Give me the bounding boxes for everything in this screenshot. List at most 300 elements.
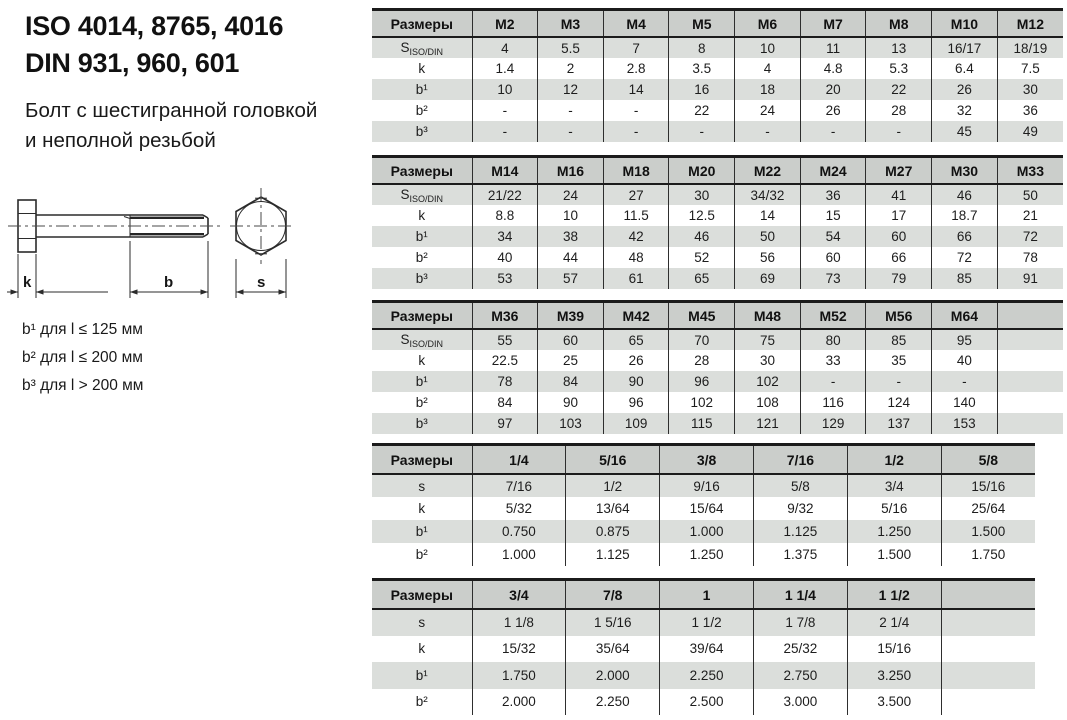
table-row <box>372 37 1063 58</box>
table-cell: 39/64 <box>660 636 754 663</box>
table-cell: 1 1/2 <box>660 609 754 636</box>
dimensions-table-4 <box>372 443 1035 566</box>
row-label <box>372 350 472 371</box>
table-cell <box>997 413 1063 434</box>
table-row <box>372 100 1063 121</box>
table-row <box>372 413 1063 434</box>
row-label-text: b³ <box>415 416 428 431</box>
column-header: M5 <box>669 10 735 38</box>
table-cell: 26 <box>932 79 998 100</box>
corner-header: Размеры <box>372 445 472 475</box>
table-cell: 16 <box>669 79 735 100</box>
row-label <box>372 662 472 689</box>
table-row <box>372 520 1035 543</box>
page-subtitle <box>25 96 317 156</box>
column-header: M14 <box>472 157 538 185</box>
table-cell: - <box>472 121 538 142</box>
row-label <box>372 543 472 566</box>
column-header: M12 <box>997 10 1063 38</box>
table-cell: 121 <box>735 413 801 434</box>
table-cell: 10 <box>735 37 801 58</box>
row-label-text: s <box>418 478 426 494</box>
table-cell: 55 <box>472 329 538 350</box>
table-cell: 102 <box>669 392 735 413</box>
table-cell: 75 <box>735 329 801 350</box>
table-cell: 14 <box>735 205 801 226</box>
table-cell: 2.000 <box>472 689 566 716</box>
row-label <box>372 474 472 497</box>
table-cell: 97 <box>472 413 538 434</box>
row-label-text: k <box>418 61 426 76</box>
table-cell: 1.4 <box>472 58 538 79</box>
table-cell: 85 <box>866 329 932 350</box>
table-cell: 2.250 <box>660 662 754 689</box>
table-cell: 25 <box>538 350 604 371</box>
table-cell: 103 <box>538 413 604 434</box>
table-cell: 4 <box>735 58 801 79</box>
table-row <box>372 371 1063 392</box>
table-cell: 42 <box>603 226 669 247</box>
row-label <box>372 497 472 520</box>
table-row <box>372 609 1035 636</box>
table-cell: 79 <box>866 268 932 289</box>
column-header: M27 <box>866 157 932 185</box>
table-cell: 85 <box>932 268 998 289</box>
table-cell: 66 <box>932 226 998 247</box>
table-cell: 78 <box>997 247 1063 268</box>
dimensions-table-3 <box>372 300 1063 434</box>
column-header: M64 <box>932 302 998 330</box>
row-label-text: k <box>418 208 426 223</box>
table-cell: 44 <box>538 247 604 268</box>
table-cell: 13 <box>866 37 932 58</box>
table-cell: 18/19 <box>997 37 1063 58</box>
column-header: M16 <box>538 157 604 185</box>
column-header: 1 1/4 <box>753 580 847 610</box>
table-cell: 11 <box>800 37 866 58</box>
table-row <box>372 636 1035 663</box>
column-header <box>997 302 1063 330</box>
table-cell: 5.5 <box>538 37 604 58</box>
table-cell: 35/64 <box>566 636 660 663</box>
table-cell: 5.3 <box>866 58 932 79</box>
table-cell: - <box>669 121 735 142</box>
table-cell: 2 <box>538 58 604 79</box>
table-cell: 7/16 <box>472 474 566 497</box>
table-cell: 33 <box>800 350 866 371</box>
row-label-text: b¹ <box>415 667 428 683</box>
table-cell: - <box>538 100 604 121</box>
column-header: 3/4 <box>472 580 566 610</box>
table-cell: 3.5 <box>669 58 735 79</box>
column-header: 1/2 <box>847 445 941 475</box>
table-cell: 9/16 <box>660 474 754 497</box>
column-header: M6 <box>735 10 801 38</box>
corner-header: Размеры <box>372 10 472 38</box>
footnote-b3: b³ для l > 200 мм <box>22 377 144 394</box>
table-cell: 14 <box>603 79 669 100</box>
table-cell: 1.125 <box>753 520 847 543</box>
column-header: M36 <box>472 302 538 330</box>
column-header: M45 <box>669 302 735 330</box>
row-label-text: b¹ <box>415 82 428 97</box>
table-cell: 1.000 <box>472 543 566 566</box>
table-cell: 60 <box>538 329 604 350</box>
column-header: 7/16 <box>753 445 847 475</box>
table-cell: 56 <box>735 247 801 268</box>
table-cell: - <box>603 121 669 142</box>
page-title <box>25 8 283 82</box>
table-cell: 5/16 <box>847 497 941 520</box>
table-cell: 17 <box>866 205 932 226</box>
table-row <box>372 474 1035 497</box>
table-cell: 65 <box>603 329 669 350</box>
table-cell: 40 <box>472 247 538 268</box>
table-cell: 48 <box>603 247 669 268</box>
table-cell: 27 <box>603 184 669 205</box>
column-header: M18 <box>603 157 669 185</box>
row-label <box>372 121 472 142</box>
row-label <box>372 371 472 392</box>
table-cell: 1.750 <box>472 662 566 689</box>
table-cell: 26 <box>800 100 866 121</box>
table-cell: 57 <box>538 268 604 289</box>
row-label-text: k <box>418 641 426 657</box>
table-cell: 3.500 <box>847 689 941 716</box>
table-row <box>372 329 1063 350</box>
table-cell: 21/22 <box>472 184 538 205</box>
row-label-text: b² <box>415 694 428 710</box>
table-cell: 22 <box>669 100 735 121</box>
row-label-text: S <box>400 331 410 347</box>
table-cell: 30 <box>669 184 735 205</box>
table-cell <box>997 329 1063 350</box>
table-cell: 140 <box>932 392 998 413</box>
table-cell: 95 <box>932 329 998 350</box>
table-cell: 116 <box>800 392 866 413</box>
table-cell: - <box>472 100 538 121</box>
row-label-text: s <box>418 615 426 631</box>
header-row <box>372 580 1035 610</box>
table-cell: 90 <box>538 392 604 413</box>
table-cell: 12.5 <box>669 205 735 226</box>
table-cell: 84 <box>472 392 538 413</box>
corner-header: Размеры <box>372 157 472 185</box>
table-cell: 65 <box>669 268 735 289</box>
table-cell: 26 <box>603 350 669 371</box>
column-header: M2 <box>472 10 538 38</box>
title-iso: ISO 4014, 8765, 4016 <box>25 11 284 41</box>
table-row <box>372 121 1063 142</box>
table-cell: 3/4 <box>847 474 941 497</box>
dimension-b <box>130 241 208 298</box>
row-label-text: b² <box>415 250 428 265</box>
row-label-subscript: ISO/DIN <box>409 338 444 349</box>
table-cell: 21 <box>997 205 1063 226</box>
column-header: M22 <box>735 157 801 185</box>
table-cell: 34 <box>472 226 538 247</box>
corner-header: Размеры <box>372 580 472 610</box>
table-cell: 20 <box>800 79 866 100</box>
column-header: M42 <box>603 302 669 330</box>
column-header: M3 <box>538 10 604 38</box>
row-label-text: b³ <box>415 124 428 139</box>
table-cell: 15/16 <box>941 474 1035 497</box>
table-cell: 8.8 <box>472 205 538 226</box>
table-row <box>372 497 1035 520</box>
row-label-text: b³ <box>415 271 428 286</box>
footnotes <box>22 316 143 400</box>
row-label <box>372 520 472 543</box>
table-cell: 10 <box>472 79 538 100</box>
table-cell: 2.000 <box>566 662 660 689</box>
table-cell: 25/64 <box>941 497 1035 520</box>
table-cell: 13/64 <box>566 497 660 520</box>
table-cell: 49 <box>997 121 1063 142</box>
table-cell: 153 <box>932 413 998 434</box>
table-cell: 46 <box>669 226 735 247</box>
footnote-b1: b¹ для l ≤ 125 мм <box>22 321 143 338</box>
column-header: M56 <box>866 302 932 330</box>
table-cell: 50 <box>735 226 801 247</box>
table-cell: 46 <box>932 184 998 205</box>
row-label-subscript: ISO/DIN <box>409 193 444 204</box>
table-cell <box>997 371 1063 392</box>
table-cell: 72 <box>997 226 1063 247</box>
header-row <box>372 445 1035 475</box>
header-row <box>372 10 1063 38</box>
table-cell: 6.4 <box>932 58 998 79</box>
table-row <box>372 392 1063 413</box>
table-cell: 61 <box>603 268 669 289</box>
column-header: M39 <box>538 302 604 330</box>
table-cell: 3.000 <box>753 689 847 716</box>
dimensions-table-2 <box>372 155 1063 289</box>
k-dimension-label: k <box>23 274 32 291</box>
table-cell: - <box>866 121 932 142</box>
column-header: 3/8 <box>660 445 754 475</box>
table-cell: 1.250 <box>847 520 941 543</box>
table-cell: 115 <box>669 413 735 434</box>
table-cell: 5/32 <box>472 497 566 520</box>
row-label <box>372 392 472 413</box>
table-cell: 1.375 <box>753 543 847 566</box>
table-cell: 66 <box>866 247 932 268</box>
table-cell: - <box>866 371 932 392</box>
column-header: M20 <box>669 157 735 185</box>
table-row <box>372 689 1035 716</box>
table-cell: 60 <box>800 247 866 268</box>
row-label <box>372 247 472 268</box>
dimension-s <box>236 259 286 298</box>
row-label <box>372 413 472 434</box>
row-label <box>372 609 472 636</box>
table-cell: 50 <box>997 184 1063 205</box>
column-header: 1 <box>660 580 754 610</box>
row-label <box>372 268 472 289</box>
table-cell: 73 <box>800 268 866 289</box>
table-cell: 3.250 <box>847 662 941 689</box>
table-cell: - <box>800 371 866 392</box>
table-cell: 102 <box>735 371 801 392</box>
table-cell: 34/32 <box>735 184 801 205</box>
table-cell: 38 <box>538 226 604 247</box>
dimensions-table-1 <box>372 8 1063 142</box>
table-cell: 78 <box>472 371 538 392</box>
table-cell <box>941 689 1035 716</box>
table-cell: 7.5 <box>997 58 1063 79</box>
table-cell: 1.000 <box>660 520 754 543</box>
table-cell: 137 <box>866 413 932 434</box>
table-cell: 40 <box>932 350 998 371</box>
row-label <box>372 205 472 226</box>
table-cell: 1 1/8 <box>472 609 566 636</box>
table-cell <box>997 350 1063 371</box>
column-header: 1 1/2 <box>847 580 941 610</box>
table-row <box>372 79 1063 100</box>
table-cell: 11.5 <box>603 205 669 226</box>
table-cell: - <box>603 100 669 121</box>
table-row <box>372 184 1063 205</box>
row-label <box>372 636 472 663</box>
table-row <box>372 662 1035 689</box>
table-cell: 15 <box>800 205 866 226</box>
table-cell: 9/32 <box>753 497 847 520</box>
corner-header: Размеры <box>372 302 472 330</box>
table-cell: 36 <box>997 100 1063 121</box>
table-cell: 54 <box>800 226 866 247</box>
table-cell: 24 <box>735 100 801 121</box>
table-cell: - <box>735 121 801 142</box>
table-cell: 69 <box>735 268 801 289</box>
table-cell: 12 <box>538 79 604 100</box>
row-label <box>372 329 472 350</box>
table-cell: - <box>932 371 998 392</box>
row-label-text: b¹ <box>415 524 428 539</box>
row-label <box>372 79 472 100</box>
table-cell: 10 <box>538 205 604 226</box>
table-cell: 0.875 <box>566 520 660 543</box>
table-cell: 45 <box>932 121 998 142</box>
table-cell: 25/32 <box>753 636 847 663</box>
table-row <box>372 350 1063 371</box>
table-cell: 108 <box>735 392 801 413</box>
s-dimension-label: s <box>257 274 266 291</box>
table-cell: 7 <box>603 37 669 58</box>
row-label-text: S <box>400 186 410 202</box>
row-label <box>372 100 472 121</box>
header-row <box>372 302 1063 330</box>
table-cell: 1.250 <box>660 543 754 566</box>
row-label <box>372 226 472 247</box>
table-row <box>372 543 1035 566</box>
table-cell: 2 1/4 <box>847 609 941 636</box>
row-label-text: b¹ <box>415 229 428 244</box>
table-cell: 22.5 <box>472 350 538 371</box>
table-cell: 36 <box>800 184 866 205</box>
table-cell: 15/32 <box>472 636 566 663</box>
table-cell: 96 <box>603 392 669 413</box>
table-cell: 91 <box>997 268 1063 289</box>
title-din: DIN 931, 960, 601 <box>25 48 240 78</box>
row-label <box>372 37 472 58</box>
dimension-k <box>7 254 108 298</box>
column-header: 5/16 <box>566 445 660 475</box>
table-cell: 0.750 <box>472 520 566 543</box>
b-dimension-label: b <box>164 274 174 291</box>
dimensions-table-5 <box>372 578 1035 715</box>
column-header <box>941 580 1035 610</box>
column-header: M8 <box>866 10 932 38</box>
table-cell: 15/16 <box>847 636 941 663</box>
table-cell <box>997 392 1063 413</box>
column-header: M30 <box>932 157 998 185</box>
table-cell: 60 <box>866 226 932 247</box>
table-row <box>372 268 1063 289</box>
footnote-b2: b² для l ≤ 200 мм <box>22 349 143 366</box>
table-cell <box>941 662 1035 689</box>
table-cell: 5/8 <box>753 474 847 497</box>
column-header: M52 <box>800 302 866 330</box>
table-cell: 52 <box>669 247 735 268</box>
table-cell: - <box>800 121 866 142</box>
table-cell: 109 <box>603 413 669 434</box>
column-header: M7 <box>800 10 866 38</box>
bolt-side-view <box>8 200 220 252</box>
row-label-subscript: ISO/DIN <box>409 46 444 57</box>
table-cell: 53 <box>472 268 538 289</box>
table-cell: 28 <box>669 350 735 371</box>
table-cell: 2.750 <box>753 662 847 689</box>
table-cell: 22 <box>866 79 932 100</box>
table-cell: 1.125 <box>566 543 660 566</box>
column-header: M10 <box>932 10 998 38</box>
bolt-end-view <box>230 188 292 264</box>
table-cell: - <box>538 121 604 142</box>
table-row <box>372 205 1063 226</box>
column-header: 7/8 <box>566 580 660 610</box>
table-cell: 32 <box>932 100 998 121</box>
row-label <box>372 184 472 205</box>
row-label-text: S <box>400 39 410 55</box>
bolt-technical-drawing <box>6 183 316 308</box>
column-header: M24 <box>800 157 866 185</box>
table-cell: 30 <box>735 350 801 371</box>
row-label <box>372 689 472 716</box>
dimension-tables <box>372 0 1067 720</box>
table-cell: 18 <box>735 79 801 100</box>
table-cell: 35 <box>866 350 932 371</box>
table-cell: 1 7/8 <box>753 609 847 636</box>
row-label-text: k <box>418 501 426 516</box>
column-header: M48 <box>735 302 801 330</box>
row-label <box>372 58 472 79</box>
header-row <box>372 157 1063 185</box>
table-cell: 24 <box>538 184 604 205</box>
column-header: M33 <box>997 157 1063 185</box>
table-cell: 1.500 <box>847 543 941 566</box>
table-cell: 129 <box>800 413 866 434</box>
table-cell: 8 <box>669 37 735 58</box>
row-label-text: b¹ <box>415 374 428 389</box>
subtitle-line-2: и неполной резьбой <box>25 129 216 152</box>
table-cell: 72 <box>932 247 998 268</box>
table-row <box>372 247 1063 268</box>
table-cell: 1.750 <box>941 543 1035 566</box>
table-cell: 28 <box>866 100 932 121</box>
table-cell: 70 <box>669 329 735 350</box>
row-label-text: b² <box>415 395 428 410</box>
